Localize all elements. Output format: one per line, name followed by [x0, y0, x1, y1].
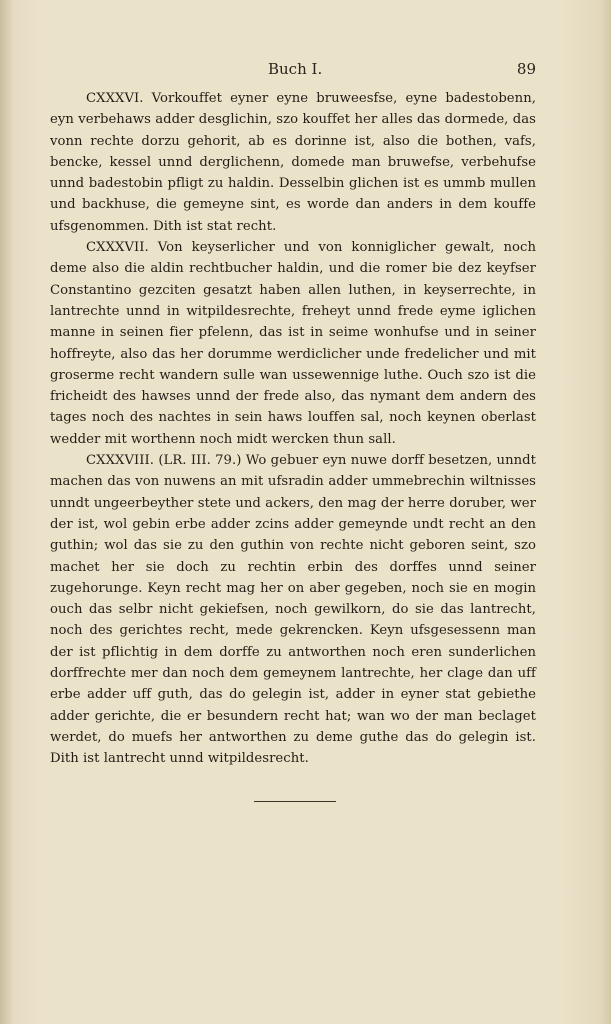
paragraph-cxxxvi: CXXXVI. Vorkouffet eyner eyne bruweesfse, eyne badestobenn, eyn verbehaws adder desglichin, szo kouffet her alles das dormede, das vonn rechte dorzu gehorit, ab es dorinne ist, also die bothen, vafs, bencke, kessel unnd derglichenn, domede man bruwefse, verbehufse unnd badestobin pfligt zu haldin. Desselbin glichen ist es ummb mullen und backhuse, die gemeyne sint, es worde dan anders in dem kouffe ufsgenommen. Dith ist stat recht. — [50, 91, 536, 234]
paragraph-cxxxvii: CXXXVII. Von keyserlicher und von konniglicher gewalt, noch deme also die aldin rechtbucher haldin, und die romer bie dez keyfser Constantino gezciten gesatzt haben allen luthen, in keyserrechte, in lantrechte unnd in witpildesrechte, freheyt unnd frede eyme iglichen manne in seinen fier pfelenn, das ist in seime wonhufse und in seiner hoffreyte, also das her dorumme werdiclicher unde fredelicher und mit groserme recht wandern sulle wan ussewennige luthe. Ouch szo ist die fricheidt des hawses unnd der frede also, das nymant dem andern des tages noch des nachtes in sein haws louffen sal, noch keynen oberlast wedder mit worthenn noch midt wercken thun sall. — [50, 240, 536, 447]
paragraph-cxxxviii: CXXXVIII. (LR. III. 79.) Wo gebuer eyn nuwe dorff besetzen, unndt machen das von nuwens an mit ufsradin adder ummebrechin wiltnisses unndt ungeerbeyther stete und ackers, den mag der herre doruber, wer der ist, wol gebin erbe adder zcins adder gemeynde undt recht an den guthin; wol das sie zu den guthin von rechte nicht geboren seint, szo machet her sie doch zu rechtin erbin des dorffes unnd seiner zugehorunge. Keyn recht mag her on aber gegeben, noch sie en mogin ouch das selbr nicht gekiefsen, noch gewilkorn, do sie das lantrecht, noch des gerichtes recht, mede gekrencken. Keyn ufsgesessenn man der ist pflichtig in dem dorffe zu antworthen noch eren sunderlichen dorffrechte mer dan noch dem gemeynem lantrechte, her clage dan uff erbe adder uff guth, das do gelegin ist, adder in eyner stat gebiethe adder gerichte, die er besundern recht hat; wan wo der man beclaget werdet, do muefs her antworthen zu deme guthe das do gelegin ist. Dith ist lantrecht unnd witpildesrecht. — [50, 453, 536, 767]
page-number: 89 — [516, 60, 536, 78]
running-title: Buch I. — [268, 60, 323, 78]
body-text — [50, 88, 536, 770]
section-end-rule — [254, 801, 336, 802]
page-header — [50, 60, 536, 80]
